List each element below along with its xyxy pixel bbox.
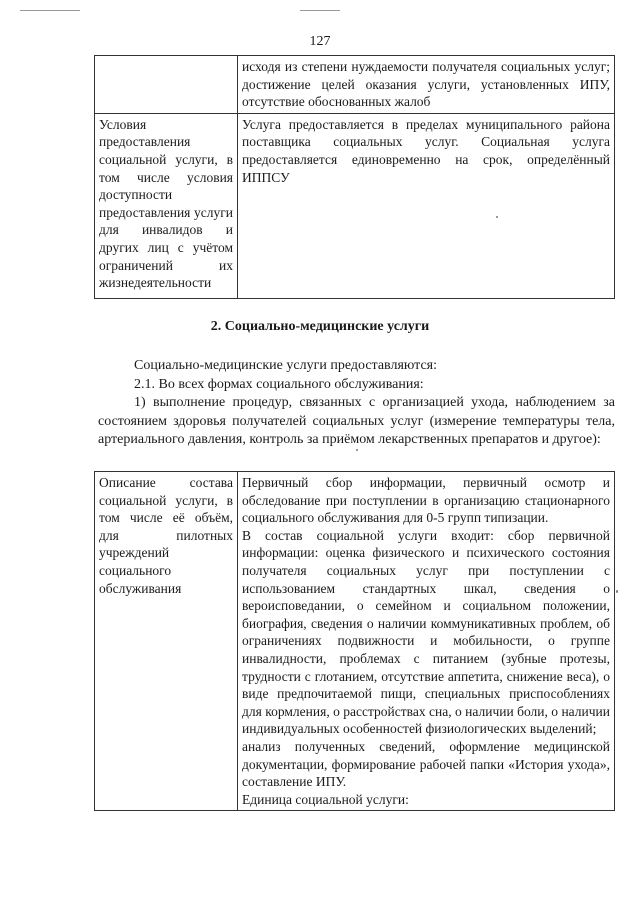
paragraph: Социально-медицинские услуги предоставляются: xyxy=(134,358,437,373)
cell-text: исходя из степени нуждаемости получателя социальных услуг; достижение целей оказания услуги, установленных ИПУ, отсутствие обоснованных жалоб xyxy=(242,59,610,110)
service-description-table xyxy=(94,471,615,811)
table-cell xyxy=(238,113,615,298)
section-heading: 2. Социально-медицинские услуги xyxy=(210,319,430,334)
table-row xyxy=(95,472,615,811)
cell-text: В состав социальной услуги входит: сбор первичной информации: оценка физического и психического состояния получателя социальных услуг при поступлении с использованием стандартных шкал, сведения о вероисповедании, о семейном и социальном положении, биография, сведения о наличии коммуникативных проблем, об ограничениях подвижности и мобильности, о группе инвалидности, проблемах с питанием (зубные протезы, трудности с глотанием, отсутствие аппетита, снижение веса), о виде предпочитаемой пищи, специальных приспособлениях для кормления, о расстройствах сна, о наличии боли, о наличии индивидуальных особенностей физиологических выделений; xyxy=(242,527,610,737)
cell-label: Описание состава социальной услуги, в том числе её объём, для пилотных учреждений социального обслуживания xyxy=(99,475,233,596)
paragraph: 2.1. Во всех формах социального обслуживания: xyxy=(134,376,424,392)
page-number: 127 xyxy=(309,34,331,49)
cell-text: Единица социальной услуги: xyxy=(242,791,409,807)
table-cell-empty xyxy=(95,56,238,114)
cell-label: Условия предоставления социальной услуги, в том числе условия доступности предоставления услуги для инвалидов и других лиц с учётом ограничений их жизнедеятельности xyxy=(99,116,233,291)
table-cell xyxy=(238,472,615,811)
table-cell xyxy=(95,113,238,298)
table-cell xyxy=(238,56,615,114)
scan-speck xyxy=(616,590,618,593)
scan-artifact xyxy=(20,10,80,11)
body-paragraphs xyxy=(98,357,615,450)
scan-artifact xyxy=(300,10,340,11)
conditions-table xyxy=(94,55,615,299)
paragraph: 1) выполнение процедур, связанных с организацией ухода, наблюдением за состоянием здоровья получателей социальных услуг (измерение температуры тела, артериального давления, контроль за приёмом лекарственных препаратов и другое): xyxy=(98,395,615,447)
table-cell xyxy=(95,472,238,811)
cell-text: анализ полученных сведений, оформление медицинской документации, формирование рабочей папки «История ухода», составление ИПУ. xyxy=(242,738,610,790)
table-row xyxy=(95,113,615,298)
table-row xyxy=(95,56,615,114)
cell-text: Первичный сбор информации, первичный осмотр и обследование при поступлении в организацию стационарного социального обслуживания для 0-5 групп типизации. xyxy=(242,475,610,526)
cell-text: Услуга предоставляется в пределах муниципального района поставщика социальных услуг. Социальная услуга предоставляется единовременно на срок, определённый ИППСУ xyxy=(242,116,610,185)
